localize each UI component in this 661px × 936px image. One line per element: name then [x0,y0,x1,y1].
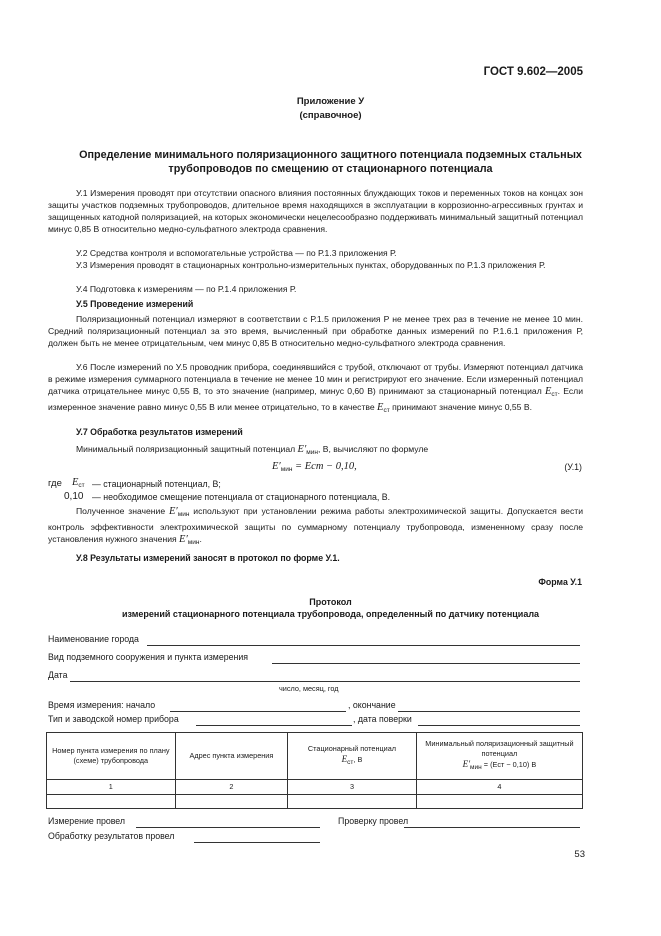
paragraph-u7-result: Полученное значение $E'_{мин}$ используют при установлении режима работы электрохимической защиты. Допускается вести контроль эффективности электрохимической защиты по суммарному потенциалу трубопровода, измененному сразу после установления нужного значения $E'_{мин}$. [48,506,583,546]
table-header-min-potential: Минимальный поляризационный защитный потенциал $E'_{мин} = (Eст - 0,10)$ В [416,733,582,780]
where-word: где [48,478,62,489]
table-header-stationary-potential: Стационарный потенциал $E_{ст}$, В [288,733,417,780]
definition-e-st: — стационарный потенциал, В; [92,479,221,489]
section-u8: У.8 Результаты измерений заносят в протокол по форме У.1. [76,553,340,563]
city-label: Наименование города [48,634,139,644]
e-st-symbol: $E_{ст}$ [544,386,558,398]
e-min-symbol: $E'_{мин}$ [297,444,318,456]
paragraph-u6: У.6 После измерений по У.5 проводник прибора, соединявшийся с трубой, отключают от трубы. Измеряют потенциал датчика в режиме измерения суммарного потенциала в течение не менее 10 мин и регистрируют его значение. Если измеренный потенциал датчика отрицательнее минус 0,55 В, то это значение (например, минус 0,60 В) принимают за стационарный потенциал $E_{ст}$. Если измеренное значение равно минус 0,55 В или менее отрицательно, то в качестве $E_{ст}$ принимают значение минус 0,55 В. [48,362,584,414]
paragraph-u3: У.3 Измерения проводят в стационарных контрольно-измерительных пунктах, оборудованных по Р.1.3 приложения Р. [76,260,546,270]
section-u5-heading: У.5 Проведение измерений [76,299,194,309]
formula-u1: $E'_{мин}$ = Eст − 0,10, [272,461,357,473]
paragraph-u2: У.2 Средства контроля и вспомогательные устройства — по Р.1.3 приложения Р. [76,248,397,258]
city-field[interactable] [147,645,580,646]
paragraph-u7-intro: Минимальный поляризационный защитный потенциал $E'_{мин}$, В, вычисляют по формуле [76,444,429,456]
main-title-line1: Определение минимального поляризационного защитного потенциала подземных стальных [79,149,582,161]
measured-by-field[interactable] [136,827,320,828]
structure-label: Вид подземного сооружения и пункта измерения [48,652,249,662]
measured-by-label: Измерение провел [48,816,126,826]
paragraph-u5: Поляризационный потенциал измеряют в соответствии с Р.1.5 приложения Р не менее трех раз в течение не менее 10 мин. Средний поляризационный потенциал за это время, вычисленный при обработке данных измерений по Р.1.6.1 приложения Р, должен быть не менее отрицательным, чем минус 0,85 В относительно медно-сульфатного электрода сравнения. [48,314,583,348]
section-u7-heading: У.7 Обработка результатов измерений [76,427,243,437]
date-label: Дата [48,670,68,680]
time-start-field[interactable] [170,711,346,712]
processed-by-label: Обработку результатов провел [48,831,175,841]
checked-by-label: Проверку провел [338,816,409,826]
processed-by-field[interactable] [194,842,320,843]
page-number: 53 [574,849,585,860]
time-start-label: Время измерения: начало [48,700,156,710]
measurements-table [46,732,583,809]
device-label: Тип и заводской номер прибора [48,714,179,724]
date-field[interactable] [70,681,580,682]
table-header-point-number: Номер пункта измерения по плану (схеме) трубопровода [47,733,176,780]
document-standard-header: ГОСТ 9.602—2005 [483,66,583,78]
paragraph-u4: У.4 Подготовка к измерениям — по Р.1.4 приложения Р. [76,284,297,294]
table-header-address: Адрес пункта измерения [175,733,288,780]
protocol-title: Протокол [309,597,352,607]
protocol-subtitle: измерений стационарного потенциала трубопровода, определенный по датчику потенциала [121,609,540,619]
e-min-symbol: $E'_{мин}$ [169,506,190,518]
definition-shift: — необходимое смещение потенциала от стационарного потенциала, В. [92,492,391,502]
main-title-line2: трубопроводов по смещению от стационарного потенциала [168,163,493,175]
checked-by-field[interactable] [404,827,580,828]
appendix-title: Приложение У [296,96,365,107]
time-end-label: , окончание [348,700,396,710]
e-st-symbol: $E_{ст}$ [377,402,390,414]
device-field[interactable] [196,725,352,726]
formula-number: (У.1) [564,462,582,472]
table-number-row: 1 2 3 4 [47,780,583,795]
e-st-symbol: $E_{ст}$ [72,477,85,489]
definition-value: 0,10 [64,491,84,502]
structure-field[interactable] [272,663,580,664]
appendix-note: (справочное) [299,110,362,121]
paragraph-u1: У.1 Измерения проводят при отсутствии опасного влияния постоянных блуждающих токов и переменных токов на концах зон защиты участков подземных трубопроводов, длительное время находящихся в эксплуатации в коррозионно-агрессивных грунтах и защищенных катодной поляризацией, на которых экономически нецелесообразно поддерживать минимальный защитный потенциал минус 0,85 В относительно медно-сульфатного электрода сравнения. [48,188,583,234]
form-label: Форма У.1 [538,577,582,587]
table-row [47,795,583,809]
check-date-label: , дата поверки [353,714,412,724]
check-date-field[interactable] [418,725,580,726]
e-min-symbol: $E'_{мин}$ [179,534,200,546]
date-hint: число, месяц, год [279,684,339,693]
time-end-field[interactable] [398,711,580,712]
